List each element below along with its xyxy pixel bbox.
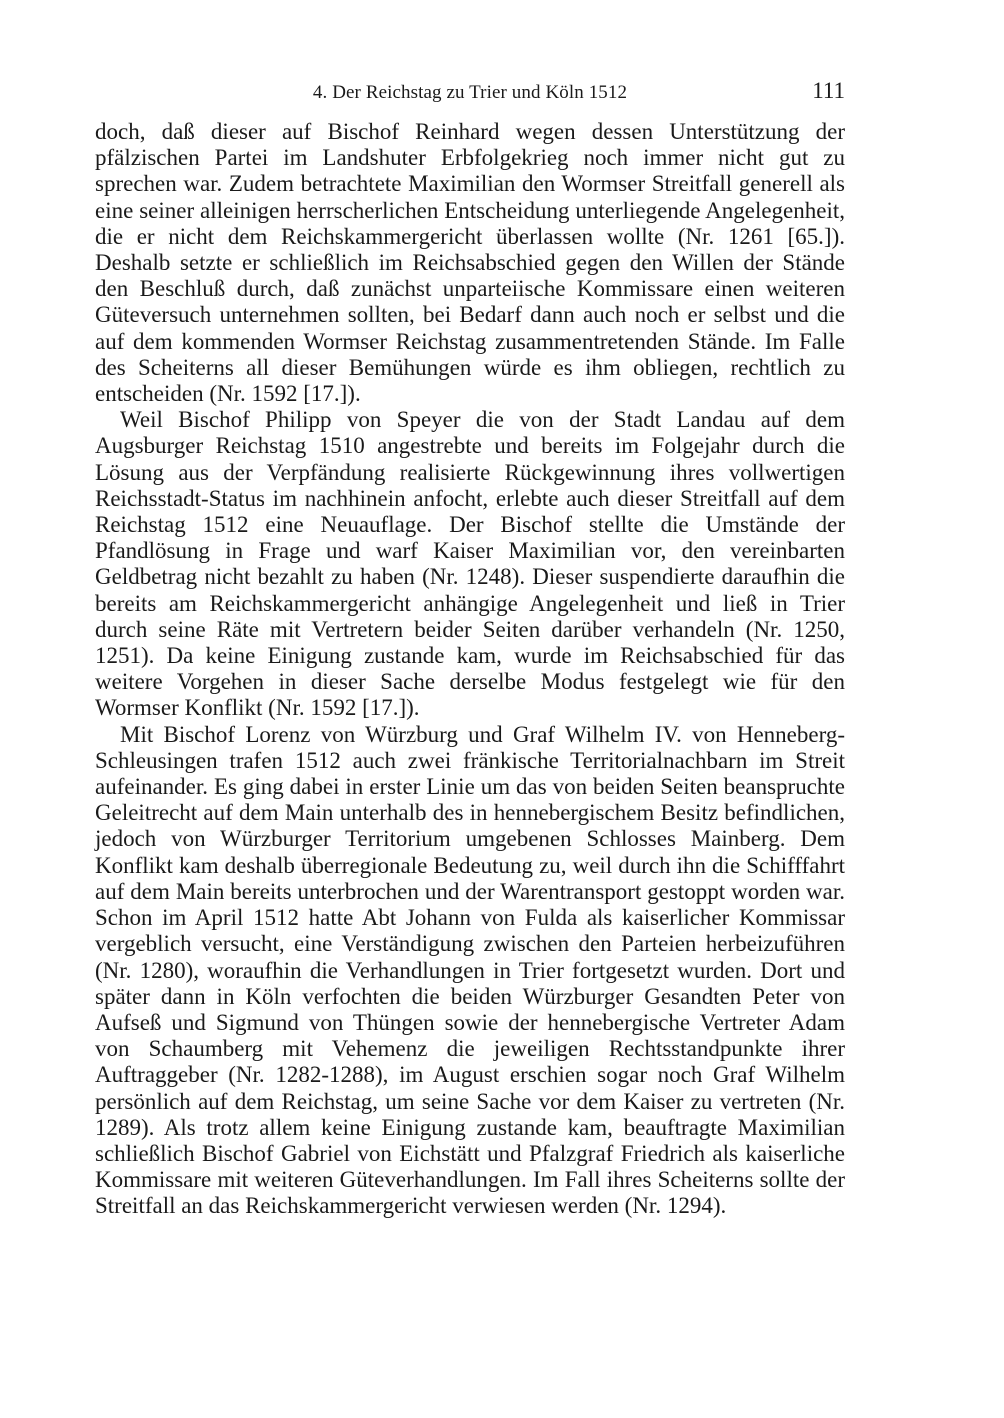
paragraph-2: Weil Bischof Philipp von Speyer die von der Stadt Landau auf dem Augsburger Reichstag 1510 angestrebte und bereits im Folgejahr durch die Lösung aus der Verpfändung realisierte Rückgewinnung ihres vollwertigen Reichsstadt-Status im nachhinein anfocht, erlebte auch dieser Streitfall auf dem Reichstag 1512 eine Neuauflage. Der Bischof stellte die Umstände der Pfandlösung in Frage und warf Kaiser Maximilian vor, den vereinbarten Geldbetrag nicht bezahlt zu haben (Nr. 1248). Dieser suspendierte daraufhin die bereits am Reichskammergericht anhängige Angelegenheit und ließ in Trier durch seine Räte mit Vertretern beider Seiten darüber verhandeln (Nr. 1250, 1251). Da keine Einigung zustande kam, wurde im Reichsabschied für das weitere Vorgehen in dieser Sache derselbe Modus festgelegt wie für den Wormser Konflikt (Nr. 1592 [17.]). [95, 407, 845, 721]
running-title: 4. Der Reichstag zu Trier und Köln 1512 [312, 82, 628, 103]
body-text [95, 119, 845, 1220]
running-head [95, 78, 845, 108]
page-number: 111 [812, 78, 845, 103]
paragraph-1: doch, daß dieser auf Bischof Reinhard wegen dessen Unterstützung der pfälzischen Partei im Landshuter Erbfolgekrieg noch immer nicht gut zu sprechen war. Zudem betrachtete Maximilian den Wormser Streitfall generell als eine seiner alleinigen herrscherlichen Entscheidung unterliegende Angelegenheit, die er nicht dem Reichskammergericht überlassen wollte (Nr. 1261 [65.]). Deshalb setzte er schließlich im Reichsabschied gegen den Willen der Stände den Beschluß durch, daß zunächst unparteiische Kommissare einen weiteren Güteversuch unternehmen sollten, bei Bedarf dann auch noch er selbst und die auf dem kommenden Wormser Reichstag zusammentretenden Stände. Im Falle des Scheiterns all dieser Bemühungen würde es ihm obliegen, rechtlich zu entscheiden (Nr. 1592 [17.]). [95, 119, 845, 407]
paragraph-3: Mit Bischof Lorenz von Würzburg und Graf Wilhelm IV. von Henneberg-Schleusingen trafen 1512 auch zwei fränkische Territorialnachbarn im Streit aufeinander. Es ging dabei in erster Linie um das von beiden Seiten beanspruchte Geleitrecht auf dem Main unterhalb des in hennebergischem Besitz befindlichen, jedoch von Würzburger Territorium umgebenen Schlosses Mainberg. Dem Konflikt kam deshalb überregionale Bedeutung zu, weil durch ihn die Schifffahrt auf dem Main bereits unterbrochen und der Warentransport gestoppt worden war. Schon im April 1512 hatte Abt Johann von Fulda als kaiserlicher Kommissar vergeblich versucht, eine Verständigung zwischen den Parteien herbeizuführen (Nr. 1280), woraufhin die Verhandlungen in Trier fortgesetzt wurden. Dort und später dann in Köln verfochten die beiden Würzburger Gesandten Peter von Aufseß und Sigmund von Thüngen sowie der hennebergische Vertreter Adam von Schaumberg mit Vehemenz die jeweiligen Rechtsstandpunkte ihrer Auftraggeber (Nr. 1282-1288), im August erschien sogar noch Graf Wilhelm persönlich auf dem Reichstag, um seine Sache vor dem Kaiser zu vertreten (Nr. 1289). Als trotz allem keine Einigung zustande kam, beauftragte Maximilian schließlich Bischof Gabriel von Eichstätt und Pfalzgraf Friedrich als kaiserliche Kommissare mit weiteren Güteverhandlungen. Im Fall ihres Scheiterns sollte der Streitfall an das Reichskammergericht verwiesen werden (Nr. 1294). [95, 721, 845, 1219]
